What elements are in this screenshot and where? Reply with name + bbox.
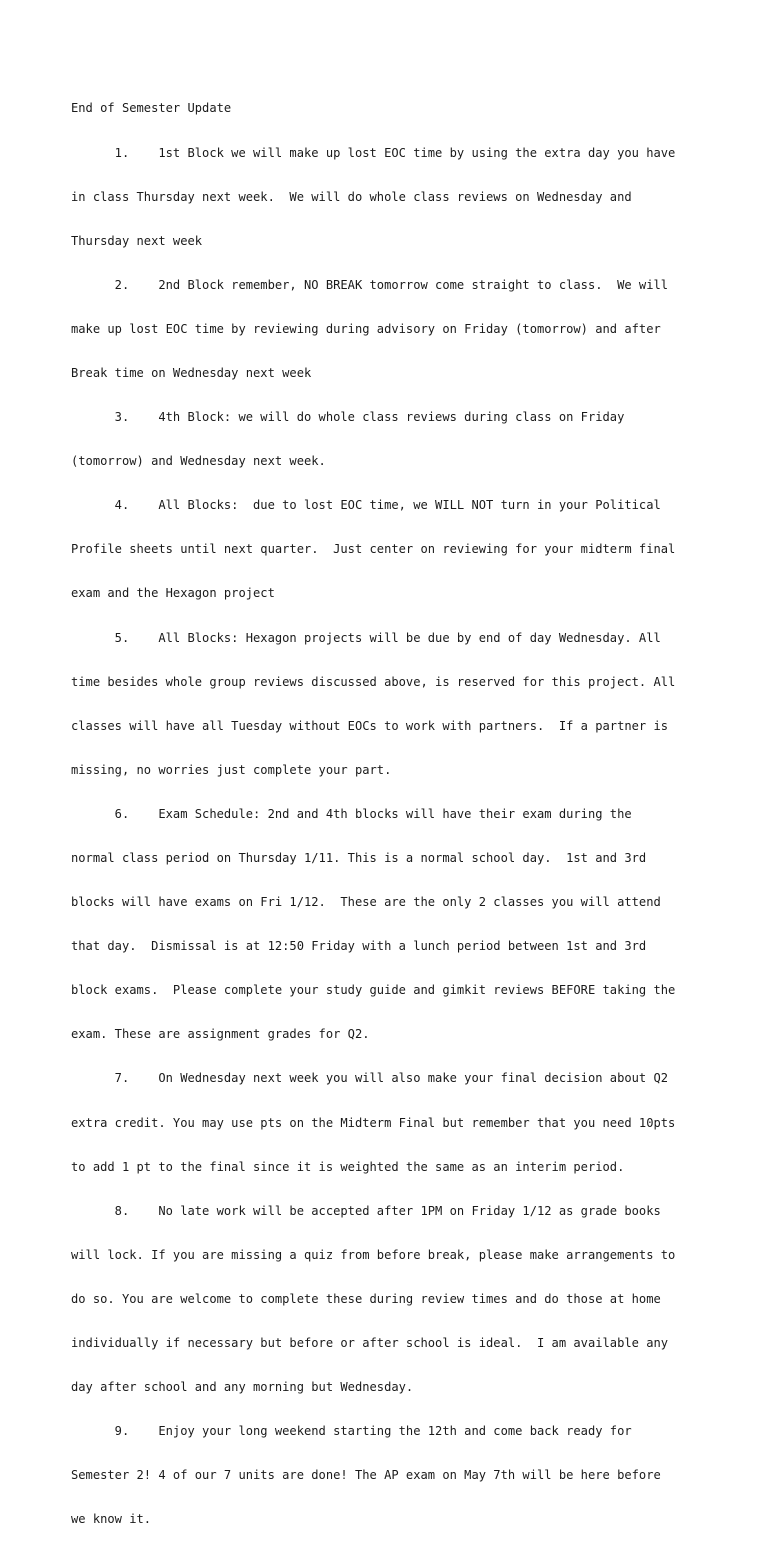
item-5-line-2: time besides whole group reviews discussed above, is reserved for this project. All	[71, 674, 676, 689]
item-4-line-3: exam and the Hexagon project	[71, 586, 275, 601]
item-8-line-3: do so. You are welcome to complete these during review times and do those at home	[71, 1291, 661, 1306]
item-6-line-4: that day. Dismissal is at 12:50 Friday with a lunch period between 1st and 3rd	[71, 939, 647, 954]
item-9-line-3: we know it.	[71, 1512, 152, 1527]
item-2-line-3: Break time on Wednesday next week	[71, 365, 312, 380]
item-7-line-1: 7. On Wednesday next week you will also make your final decision about Q2	[71, 1071, 669, 1086]
item-6-line-5: block exams. Please complete your study guide and gimkit reviews BEFORE taking the	[71, 983, 676, 998]
item-8-line-2: will lock. If you are missing a quiz from before break, please make arrangements to	[71, 1247, 676, 1262]
item-1-line-2: in class Thursday next week. We will do whole class reviews on Wednesday and	[71, 189, 632, 204]
item-8-line-1: 8. No late work will be accepted after 1PM on Friday 1/12 as grade books	[71, 1203, 661, 1218]
item-3-line-2: (tomorrow) and Wednesday next week.	[71, 454, 326, 469]
item-8-line-5: day after school and any morning but Wednesday.	[71, 1380, 414, 1395]
item-2-line-1: 2. 2nd Block remember, NO BREAK tomorrow come straight to class. We will	[71, 277, 669, 292]
item-7-line-2: extra credit. You may use pts on the Midterm Final but remember that you need 10pts	[71, 1115, 676, 1130]
item-5-line-1: 5. All Blocks: Hexagon projects will be due by end of day Wednesday. All	[71, 630, 661, 645]
item-8-line-4: individually if necessary but before or after school is ideal. I am available any	[71, 1336, 669, 1351]
item-5-line-3: classes will have all Tuesday without EOCs to work with partners. If a partner is	[71, 718, 669, 733]
item-6-line-2: normal class period on Thursday 1/11. This is a normal school day. 1st and 3rd	[71, 851, 647, 865]
item-6-line-3: blocks will have exams on Fri 1/12. These are the only 2 classes you will attend	[71, 895, 661, 910]
item-2-line-2: make up lost EOC time by reviewing during advisory on Friday (tomorrow) and after	[71, 321, 661, 336]
item-9-line-1: 9. Enjoy your long weekend starting the 12th and come back ready for	[71, 1424, 632, 1439]
item-4-line-1: 4. All Blocks: due to lost EOC time, we WILL NOT turn in your Political	[71, 498, 661, 513]
document-title: End of Semester Update	[71, 101, 232, 116]
item-1-line-1: 1. 1st Block we will make up lost EOC time by using the extra day you have	[71, 145, 676, 160]
item-9-line-2: Semester 2! 4 of our 7 units are done! The AP exam on May 7th will be here before	[71, 1468, 661, 1483]
item-5-line-4: missing, no worries just complete your part.	[71, 762, 392, 777]
item-4-line-2: Profile sheets until next quarter. Just center on reviewing for your midterm final	[71, 542, 676, 557]
item-6-line-6: exam. These are assignment grades for Q2.	[71, 1027, 370, 1042]
item-6-line-1: 6. Exam Schedule: 2nd and 4th blocks will have their exam during the	[71, 806, 632, 821]
item-7-line-3: to add 1 pt to the final since it is weighted the same as an interim period.	[71, 1159, 625, 1174]
document-body	[71, 72, 711, 1542]
item-3-line-1: 3. 4th Block: we will do whole class reviews during class on Friday	[71, 410, 625, 425]
item-1-line-3: Thursday next week	[71, 233, 203, 248]
